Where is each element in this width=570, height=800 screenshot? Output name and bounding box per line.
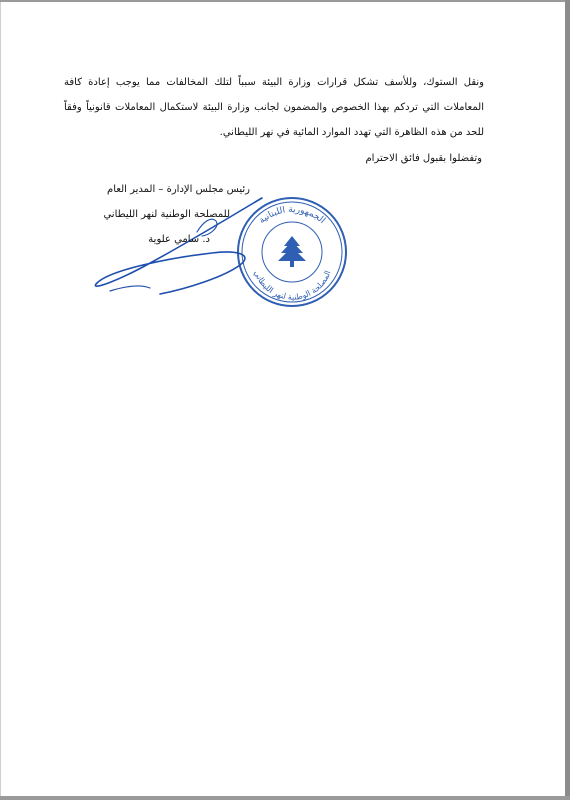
cedar-tree-icon	[278, 236, 306, 267]
signatory-title-line1: رئيس مجلس الإدارة – المدير العام	[107, 184, 250, 195]
signatory-title-line2: للمصلحة الوطنية لنهر الليطاني	[103, 209, 230, 220]
signatory-name: د. سامي علوية	[148, 234, 210, 245]
stamp-text-bottom: المصلحة الوطنية لنهر الليطاني	[252, 269, 333, 302]
closing-line: وتفضلوا بقبول فائق الاحترام	[365, 153, 482, 164]
letter-paragraph: ونقل الستوك، وللأسف تشكل قرارات وزارة البيئة سبباً لتلك المخالفات مما يوجب إعادة كافة المعاملات التي تردكم بهذا الخصوص والمضمون لجانب وزارة البيئة لاستكمال المعاملات قانونياً وفقاً للحد من هذه الظاهرة التي تهدد الموارد المائية في نهر الليطاني.	[64, 77, 484, 138]
official-stamp	[238, 198, 346, 306]
stamp-text-top: الجمهورية اللبنانية	[257, 204, 327, 226]
